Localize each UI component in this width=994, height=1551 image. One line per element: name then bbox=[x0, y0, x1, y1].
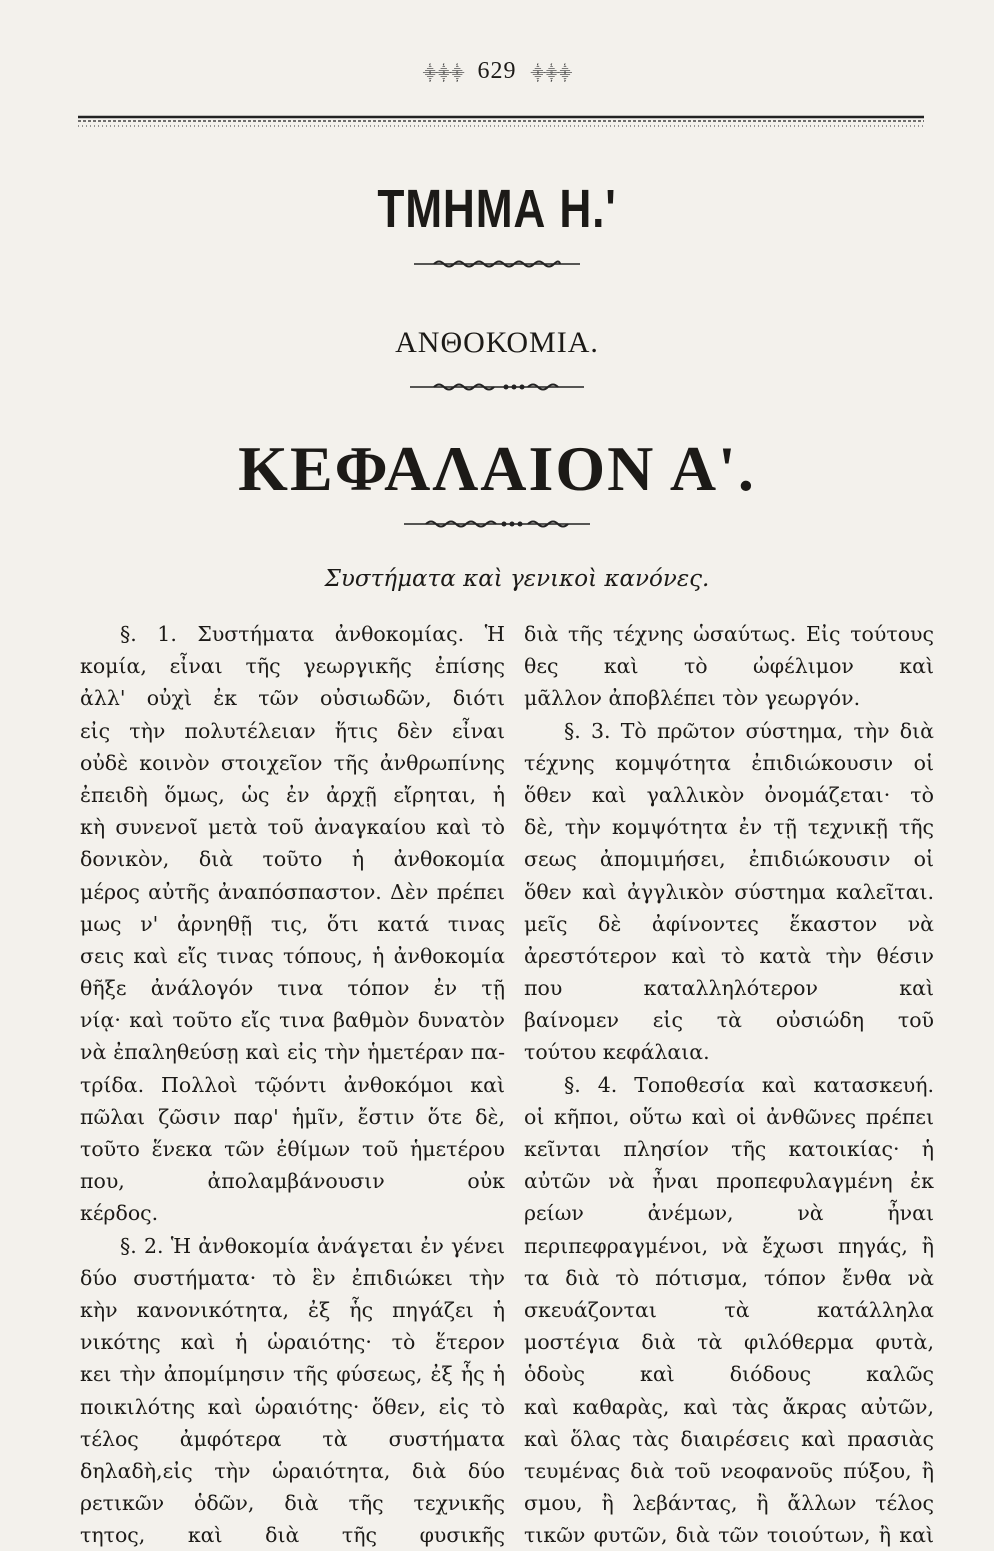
text-line: μᾶλλον ἀποβλέπει τὸν γεωργόν. bbox=[524, 686, 861, 711]
right-text-column bbox=[524, 618, 934, 1551]
top-ornamental-rule bbox=[78, 112, 924, 134]
text-line: βαίνομεν εἰς τὰ οὐσιώδη τοῦ bbox=[524, 1008, 934, 1033]
text-line: που καταλληλότερον καὶ bbox=[524, 976, 934, 1001]
text-line: τοῦτο ἕνεκα τῶν ἐθίμων τοῦ ἡμετέρου bbox=[80, 1137, 505, 1161]
text-line: κει τὴν ἀπομίμησιν τῆς φύσεως, ἐξ ἧς ἡ bbox=[80, 1362, 505, 1387]
text-line: τέλος ἀμφότερα τὰ συστήματα bbox=[80, 1426, 505, 1451]
text-line: δονικὸν, διὰ τοῦτο ἡ ἀνθοκομία bbox=[80, 847, 505, 872]
text-line: εἰς τὴν πολυτέλειαν ἥτις δὲν εἶναι bbox=[80, 718, 505, 743]
text-line: ρείων ἀνέμων, νὰ ἦναι bbox=[524, 1201, 934, 1226]
text-line: που, ἀπολαμβάνουσιν οὐκ bbox=[80, 1169, 505, 1194]
text-line: §. 2. Ἡ ἀνθοκομία ἀνάγεται ἐν γένει bbox=[120, 1233, 505, 1258]
text-line: αὐτῶν νὰ ἦναι προπεφυλαγμένη ἐκ bbox=[524, 1169, 934, 1194]
text-line: νὰ ἐπαληθεύσῃ καὶ εἰς τὴν ἡμετέραν πα- bbox=[80, 1040, 505, 1065]
text-line: τευμένας διὰ τοῦ νεοφανοῦς πύξου, ἢ bbox=[524, 1458, 934, 1483]
text-line: κομία, εἶναι τῆς γεωργικῆς ἐπίσης bbox=[80, 654, 505, 679]
page-number: 629 bbox=[477, 58, 517, 84]
text-line: κὴ συνενοῖ μετὰ τοῦ ἀναγκαίου καὶ τὸ bbox=[80, 815, 505, 840]
text-line: νικότης καὶ ἡ ὡραιότης· τὸ ἕτερον bbox=[80, 1330, 505, 1355]
text-line: μως ν' ἀρνηθῇ τις, ὅτι κατά τινας bbox=[80, 911, 505, 936]
header-ornament-left: ⸎⸎⸎ bbox=[422, 66, 464, 82]
text-line: πῶλαι ζῶσιν παρ' ἡμῖν, ἔστιν ὅτε δὲ, bbox=[80, 1104, 505, 1129]
text-line: ρετικῶν ὁδῶν, διὰ τῆς τεχνικῆς bbox=[80, 1491, 505, 1516]
page-header bbox=[0, 58, 994, 85]
text-line: οἱ κῆποι, οὕτω καὶ οἱ ἀνθῶνες πρέπει bbox=[524, 1104, 934, 1129]
text-line: §. 3. Τὸ πρῶτον σύστημα, τὴν διὰ bbox=[564, 718, 934, 743]
left-text-column bbox=[80, 618, 505, 1551]
text-line: ὅθεν καὶ ἀγγλικὸν σύστημα καλεῖται. bbox=[524, 879, 934, 904]
text-line: σκευάζονται τὰ κατάλληλα bbox=[524, 1297, 934, 1322]
text-line: σεως ἀπομιμήσει, ἐπιδιώκουσιν οἱ bbox=[524, 847, 934, 872]
subject-heading: ΑΝΘΟΚΟΜΙΑ. bbox=[395, 326, 599, 359]
text-line: σμου, ἢ λεβάντας, ἢ ἄλλων τέλος bbox=[524, 1491, 934, 1516]
text-line: κεῖνται πλησίον τῆς κατοικίας· ἡ bbox=[524, 1137, 934, 1162]
text-line: δὲ, τὴν κομψότητα ἐν τῇ τεχνικῇ τῆς bbox=[524, 815, 934, 840]
text-line: κὴν κανονικότητα, ἐξ ἧς πηγάζει ἡ bbox=[80, 1297, 505, 1322]
text-line: τητος, καὶ διὰ τῆς φυσικῆς bbox=[80, 1523, 505, 1548]
ornamental-divider-1 bbox=[0, 256, 994, 275]
text-line: νίᾳ· καὶ τοῦτο εἴς τινα βαθμὸν δυνατὸν bbox=[80, 1008, 505, 1033]
text-line: μέρος αὐτῆς ἀναπόσπαστον. Δὲν πρέπει bbox=[80, 879, 505, 904]
text-line: τρίδα. Πολλοὶ τῷόντι ἀνθοκόμοι καὶ bbox=[80, 1072, 505, 1097]
text-line: καὶ καθαρὰς, καὶ τὰς ἄκρας αὐτῶν, bbox=[524, 1394, 934, 1419]
text-line: ἀρεστότερον καὶ τὸ κατὰ τὴν θέσιν bbox=[524, 943, 934, 968]
chapter-subtitle: Συστήματα καὶ γενικοὶ κανόνες. bbox=[324, 566, 710, 592]
text-line: ἀλλ' οὐχὶ ἐκ τῶν οὐσιωδῶν, διότι bbox=[80, 686, 505, 711]
text-line: ὁδοὺς καὶ διόδους καλῶς bbox=[524, 1362, 934, 1387]
text-line: περιπεφραγμένοι, νὰ ἔχωσι πηγάς, ἢ bbox=[524, 1233, 934, 1258]
text-line: τα διὰ τὸ πότισμα, τόπον ἔνθα νὰ bbox=[524, 1265, 934, 1290]
text-line: σεις καὶ εἴς τινας τόπους, ἡ ἀνθοκομία bbox=[80, 943, 505, 968]
ornamental-divider-2 bbox=[0, 379, 994, 398]
text-line: τέχνης κομψότητα ἐπιδιώκουσιν οἱ bbox=[524, 750, 934, 775]
text-line: ὅθεν καὶ γαλλικὸν ὀνομάζεται· τὸ bbox=[524, 782, 934, 807]
text-line: ἐπειδὴ ὅμως, ὡς ἐν ἀρχῇ εἴρηται, ἡ bbox=[80, 782, 505, 807]
text-line: κέρδος. bbox=[80, 1201, 159, 1226]
text-line: θῆξε ἀνάλογόν τινα τόπον ἐν τῇ bbox=[80, 976, 505, 1001]
text-line: ποικιλότης καὶ ὡραιότης· ὅθεν, εἰς τὸ bbox=[80, 1394, 505, 1419]
text-line: §. 4. Τοποθεσία καὶ κατασκευή. bbox=[564, 1072, 934, 1097]
text-line: θες καὶ τὸ ὠφέλιμον καὶ bbox=[524, 654, 934, 679]
text-line: δύο συστήματα· τὸ ἓν ἐπιδιώκει τὴν bbox=[80, 1265, 505, 1290]
section-heading: ΤΜΗΜΑ Η.' bbox=[377, 179, 617, 239]
text-line: τικῶν φυτῶν, διὰ τῶν τοιούτων, ἢ καὶ bbox=[524, 1523, 934, 1548]
text-line: δηλαδὴ,εἰς τὴν ὡραιότητα, διὰ δύο bbox=[80, 1458, 505, 1483]
text-line: οὐδὲ κοινὸν στοιχεῖον τῆς ἀνθρωπίνης bbox=[80, 750, 505, 775]
text-line: μοστέγια διὰ τὰ φιλόθερμα φυτὰ, bbox=[524, 1330, 934, 1355]
ornamental-divider-3 bbox=[0, 516, 994, 535]
text-line: μεῖς δὲ ἀφίνοντες ἕκαστον νὰ bbox=[524, 911, 934, 936]
text-line: §. 1. Συστήματα ἀνθοκομίας. Ἡ bbox=[120, 622, 505, 646]
header-ornament-right: ⸎⸎⸎ bbox=[530, 66, 572, 82]
text-line: καὶ ὅλας τὰς διαιρέσεις καὶ πρασιὰς bbox=[524, 1426, 934, 1451]
chapter-heading: ΚΕΦΑΛΑΙΟΝ Α'. bbox=[238, 433, 756, 504]
text-line: τούτου κεφάλαια. bbox=[524, 1040, 710, 1065]
text-line: διὰ τῆς τέχνης ὡσαύτως. Εἰς τούτους bbox=[524, 622, 934, 646]
